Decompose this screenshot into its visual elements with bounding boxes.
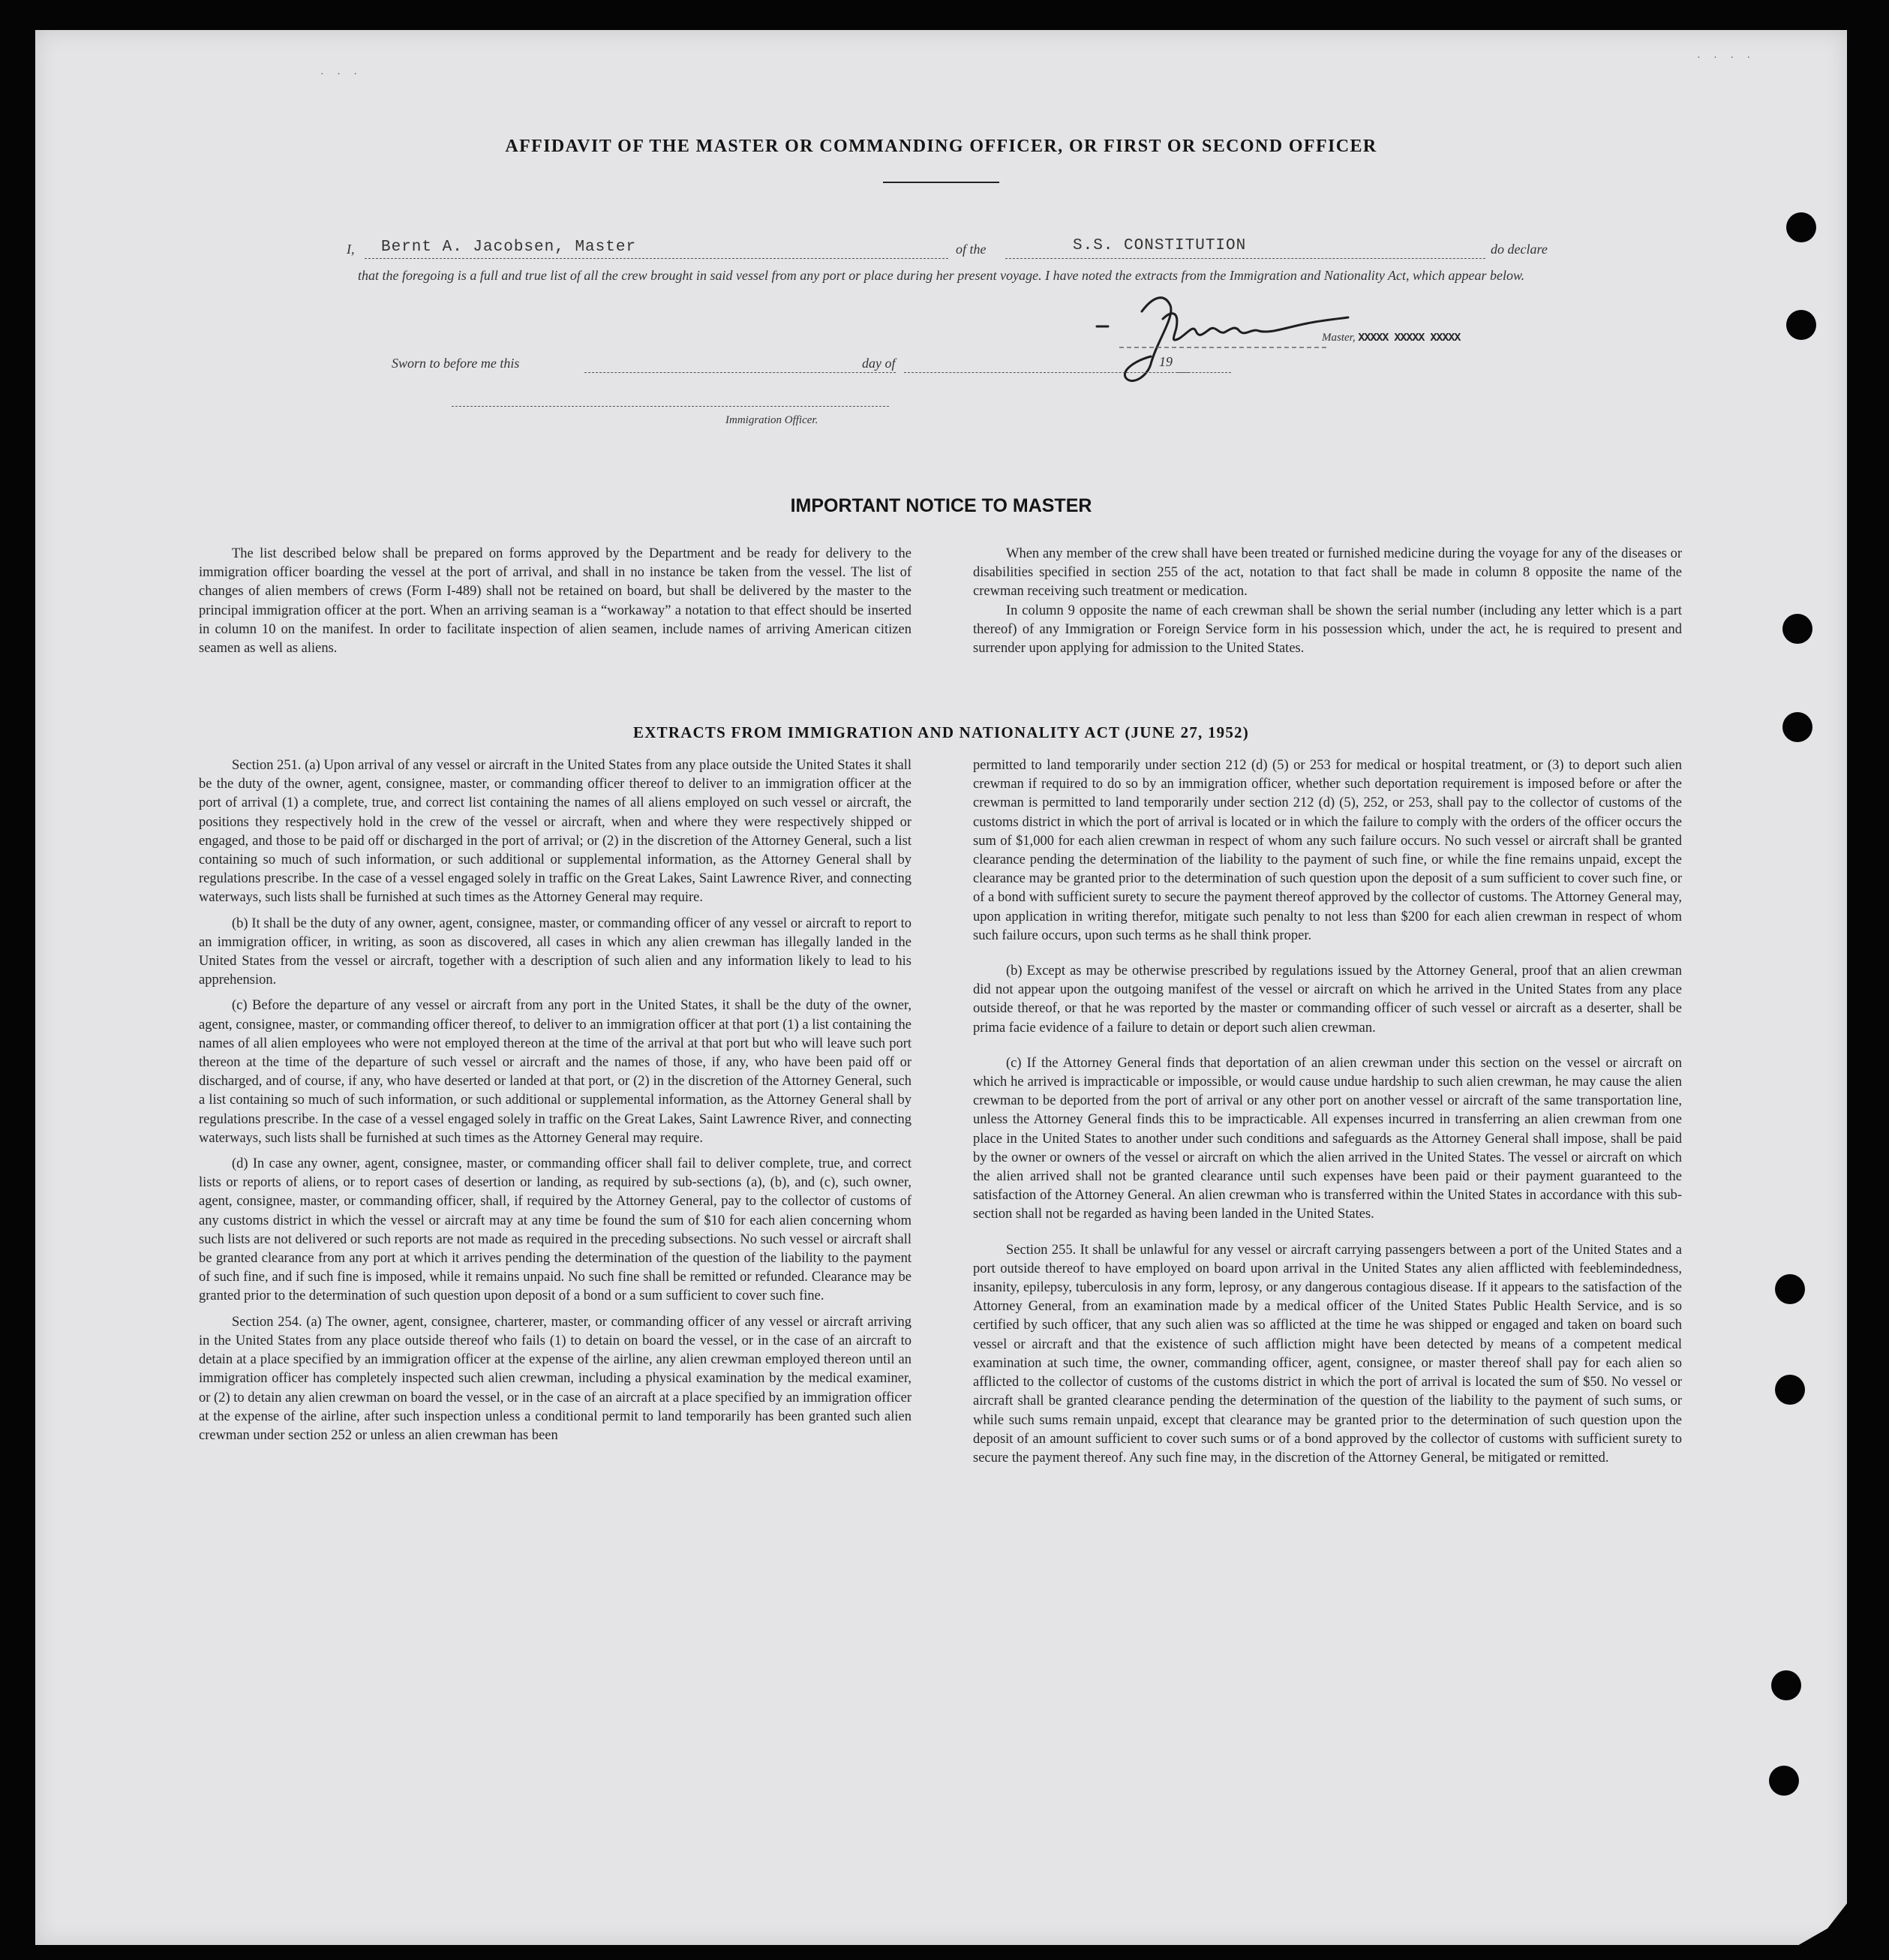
punch-hole	[1775, 1274, 1805, 1304]
scan-specks: · · · ·	[1697, 53, 1756, 64]
punch-hole	[1786, 212, 1816, 242]
declaration-text: that the foregoing is a full and true list of all the crew brought in said vessel from any port or place during her present voyage. I have noted the extracts from the Immigration and Nationality Act, which appear below.	[358, 268, 1525, 283]
extracts-left-column	[199, 756, 911, 1452]
declarant-name: Bernt A. Jacobsen, Master	[381, 239, 637, 256]
scan-specks: · · ·	[320, 69, 362, 80]
sworn-label: Sworn to before me this	[392, 356, 520, 371]
day-of-label: day of	[862, 356, 896, 371]
section-paragraph: Section 251. (a) Upon arrival of any vessel or aircraft in the United States from any place outside the United States it shall be the duty of the owner, agent, consignee, master, or commanding officer thereof to deliver to an immigration officer at the port of arrival (1) a complete, true, and correct list containing the names of all aliens employed on such vessel or aircraft, the positions they respectively hold in the crew of the vessel or aircraft, when and where they were respectively shipped or engaged, and those to be paid off or discharged in the port of arrival; or (2) in the discretion of the Attorney General, such a list containing so much of such information, or such additional or supplemental information, as the Attorney General shall by regulations prescribe. In the case of a vessel engaged solely in traffic on the Great Lakes, Saint Lawrence River, and connecting waterways, such lists shall be furnished at such times as the Attorney General may require.	[199, 758, 911, 906]
section-paragraph: (c) If the Attorney General finds that deportation of an alien crewman under this section on the vessel or aircraft on which he arrived is impracticable or impossible, or would cause undue hardship to such alien crewman, he may cause the alien crewman to be deported from the port of arrival or any other port on another vessel or aircraft of the same transportation line, unless the Attorney General finds this to be impracticable. All expenses incurred in transferring an alien crewman from one place in the United States to another under such conditions and safeguards as the Attorney General shall impose, shall be paid by the owner or owners of the vessel or aircraft on which the alien arrived in the United States. The vessel or aircraft on which the alien arrived shall not be granted clearance until such expenses have been paid or their payment guaranteed to the satisfaction of the Attorney General. An alien crewman who is transferred within the United States in accordance with this sub-section shall not be regarded as having been landed in the United States.	[973, 1055, 1682, 1222]
vessel-name: S.S. CONSTITUTION	[1073, 237, 1247, 254]
punch-hole	[1775, 1375, 1805, 1405]
punch-hole	[1782, 614, 1812, 644]
affidavit-title: AFFIDAVIT OF THE MASTER OR COMMANDING OFFICER, OR FIRST OR SECOND OFFICER	[505, 137, 1377, 156]
section-paragraph: Section 254. (a) The owner, agent, consignee, charterer, master, or commanding officer of any vessel or aircraft arriving in the United States from any place outside thereof who fails (1) to detain on board the vessel, or in the case of an aircraft to detain at a place specified by an immigration officer at the expense of the airline, any alien crewman employed thereon until an immigration officer has completely inspected such alien crewman, including a physical examination by the medical examiner, or (2) to detain any alien crewman on board the vessel, or in the case of an aircraft at a place specified by an immigration officer at the expense of the airline, after such inspection unless a conditional permit to land temporarily has been granted such alien crewman under section 252 or unless an alien crewman has been	[199, 1314, 911, 1443]
section-paragraph: Section 255. It shall be unlawful for any vessel or aircraft carrying passengers between a port of the United States and a port outside thereof to have employed on board upon arrival in the United States any alien afflicted with feeblemindedness, insanity, epilepsy, tuberculosis in any form, leprosy, or any dangerous contagious disease. If it appears to the satisfaction of the Attorney General, from an examination made by a medical officer of the United States Public Health Service, and is so certified by such officer, that any such alien was so afflicted at the time he was shipped or engaged and taken on board such vessel or aircraft and that the existence of such affliction might have been detected by means of a competent medical examination at such time, the owner, commanding officer, agent, consignee, or master thereof shall pay for each alien so afflicted to the collector of customs of the customs district in which the port of arrival is located the sum of $50. No vessel or aircraft shall be granted clearance pending the determination of the question of the liability to the payment of such sums, or while such sums remain unpaid, except that clearance may be granted prior to the determination of such question upon the deposit of an amount sufficient to cover such sums or of a bond approved by the collector of customs with sufficient surety to secure the payment thereof. Any such fine may, in the discretion of the Attorney General, be mitigated or remitted.	[973, 1242, 1682, 1465]
section-paragraph: (b) It shall be the duty of any owner, agent, consignee, master, or commanding officer of any vessel or aircraft to report to an immigration officer, in writing, as soon as discovered, all cases in which any alien crewman has illegally landed in the United States from the vessel or aircraft, together with a description of such alien and any information likely to lead to his apprehension.	[199, 915, 911, 988]
notice-title: IMPORTANT NOTICE TO MASTER	[790, 495, 1092, 516]
officer-signature-line	[452, 406, 889, 407]
section-paragraph: (b) Except as may be otherwise prescribed by regulations issued by the Attorney General, proof that an alien crewman did not appear upon the outgoing manifest of the vessel or aircraft on which he arrived in the United States from any place outside thereof, or that he was reported by the master or commanding officer of such vessel or aircraft as a deserter, shall be prima facie evidence of a failure to detain or deport such alien crewman.	[973, 963, 1682, 1036]
do-declare-label: do declare	[1491, 242, 1548, 257]
notice-paragraph: The list described below shall be prepared on forms approved by the Department and be ready for delivery to the immigration officer boarding the vessel at the port of arrival, and shall in no instance be taken from the vessel. The list of changes of alien members of crews (Form I-489) shall not be retained on board, but shall be delivered by the master to the principal immigration officer at the port. When an arriving seaman is a “workaway” a notation to that effect should be inserted in column 10 on the manifest. In order to facilitate inspection of alien seamen, include names of arriving American citizen seamen as well as aliens.	[199, 546, 911, 657]
punch-hole	[1771, 1670, 1801, 1700]
of-the-label: of the	[956, 242, 987, 257]
punch-hole	[1782, 712, 1812, 742]
notice-left-column	[199, 545, 911, 665]
notice-right-column	[973, 545, 1682, 665]
section-paragraph: (c) Before the departure of any vessel or aircraft from any port in the United States, it shall be the duty of the owner, agent, consignee, master, or commanding officer thereof, to deliver to an immigration officer at that port (1) a list containing the names of all alien employees who were not employed thereon at the time of the arrival at that port but who will leave such port thereon at the time of the departure of such vessel or aircraft and the names of those, if any, who have been paid off or discharged, and of course, if any, who have deserted or landed at that port, or (2) in the discretion of the Attorney General, such a list containing so much of such information, or such additional or supplemental information, as the Attorney General shall by regulations prescribe. In the case of a vessel engaged solely in traffic on the Great Lakes, Saint Lawrence River, and connecting waterways, such lists shall be furnished at such times as the Attorney General may require.	[199, 998, 911, 1146]
pronoun-label: I,	[347, 242, 355, 257]
section-paragraph: permitted to land temporarily under section 212 (d) (5) or 253 for medical or hospital treatment, or (3) to deport such alien crewman if required to do so by an immigration officer, whether such deportation requirement is imposed before or after the crewman is permitted to land temporarily under section 212 (d) (5), 252, or 253, shall pay to the collector of customs of the customs district in which the port of arrival is located or in which the failure to comply with the orders of the officer occurs the sum of $1,000 for each alien crewman in respect of whom any such failure occurs. No such vessel or aircraft shall be granted clearance pending the determination of the liability to the payment of such fine, or while the fine remains unpaid, except the clearance may be granted prior to the determination of such question upon the deposit of a sum sufficient to cover such fine, or of a bond with sufficient surety to secure the payment thereof approved by the collector of customs. The Attorney General may, upon application in writing therefor, mitigate such penalty to not less than $200 for each alien crewman in respect of whom such failure occurs, upon such terms as he shall think proper.	[973, 758, 1682, 943]
notice-paragraph: In column 9 opposite the name of each crewman shall be shown the serial number (including any letter which is a part thereof) of any Immigration or Foreign Service form in his possession which, under the act, he is required to present and surrender upon applying for admission to the United States.	[973, 603, 1682, 657]
notice-paragraph: When any member of the crew shall have been treated or furnished medicine during the voyage for any of the diseases or disabilities specified in section 255 of the act, notation to that fact shall be made in column 8 opposite the name of the crewman receiving such treatment or medication.	[973, 546, 1682, 600]
officer-label: Immigration Officer.	[725, 414, 818, 426]
punch-hole	[1769, 1766, 1799, 1796]
punch-hole	[1786, 310, 1816, 340]
document-page	[35, 30, 1847, 1945]
extracts-right-column	[973, 756, 1682, 1475]
section-paragraph: (d) In case any owner, agent, consignee, master, or commanding officer shall fail to deliver complete, true, and correct lists or reports of aliens, or to report cases of desertion or landing, as required by sub-sections (a), (b), and (c), such owner, agent, consignee, master, or commanding officer, shall, if required by the Attorney General, pay to the collector of customs of any customs district in which the vessel or aircraft may at any time be found the sum of $10 for each alien concerning whom such lists are not delivered or such reports are not made as required in the preceding subsections. No such vessel or aircraft shall be granted clearance from any port at which it arrives pending the determination of the question of the liability to the payment of such fine, and if such fine is imposed, while it remains unpaid. No such fine shall be remitted or refunded. Clearance may be granted prior to the determination of such question upon deposit of a bond or a sum sufficient to cover such fine.	[199, 1156, 911, 1304]
torn-corner	[1796, 1901, 1847, 1945]
declaration-line	[347, 239, 1566, 261]
signature-label: Master, XXXXX XXXXX XXXXX	[1322, 332, 1461, 344]
extracts-title: EXTRACTS FROM IMMIGRATION AND NATIONALITY ACT (JUNE 27, 1952)	[633, 723, 1249, 741]
title-rule	[883, 182, 999, 183]
year-prefix: 19	[1159, 354, 1173, 369]
